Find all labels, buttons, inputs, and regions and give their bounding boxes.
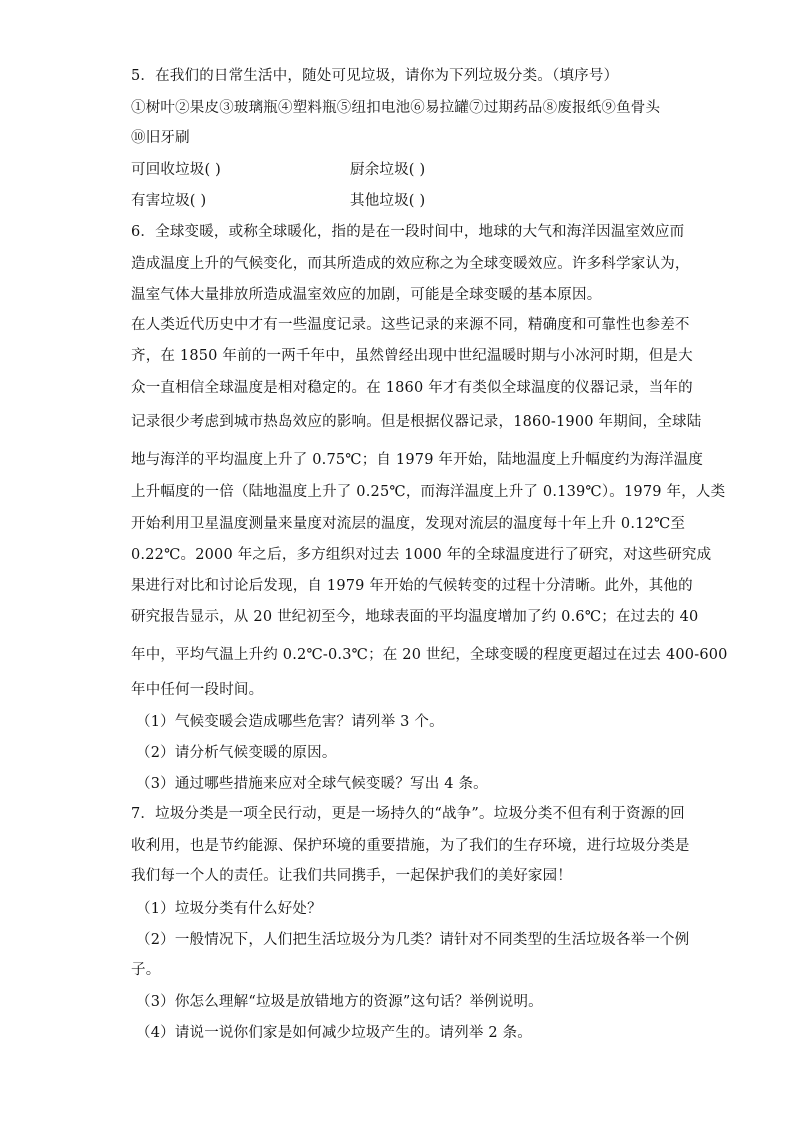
q5-hazardous-blank: 有害垃圾( ) [131,193,207,209]
q7-sub3: （3）你怎么理解“垃圾是放错地方的资源”这句话？举例说明。 [136,994,543,1010]
q6-line: 温室气体大量排放所造成温室效应的加剧，可能是全球变暖的基本原因。 [131,287,602,303]
q6-sub2: （2）请分析气候变暖的原因。 [136,745,337,761]
q6-sub3: （3）通过哪些措施来应对全球气候变暖？写出 4 条。 [136,776,488,792]
q7-sub4: （4）请说一说你们家是如何减少垃圾产生的。请列举 2 条。 [136,1025,532,1041]
q6-line: 记录很少考虑到城市热岛效应的影响。但是根据仪器记录，1860-1900 年期间，全球陆 [131,414,702,430]
q7-sub2-continuation: 子。 [131,962,161,978]
q6-sub1: （1）气候变暖会造成哪些危害？请列举 3 个。 [136,714,444,730]
q6-line: 在人类近代历史中才有一些温度记录。这些记录的来源不同，精确度和可靠性也参差不 [131,317,690,333]
q7-line: 7．垃圾分类是一项全民行动，更是一场持久的“战争”。垃圾分类不但有利于资源的回 [131,806,685,822]
q5-items-line2: ⑩旧牙刷 [131,130,190,146]
q5-recyclable-blank: 可回收垃圾( ) [131,162,222,178]
q5-items-line1: ①树叶②果皮③玻璃瓶④塑料瓶⑤纽扣电池⑥易拉罐⑦过期药品⑧废报纸⑨鱼骨头 [131,100,661,116]
q5-other-blank: 其他垃圾( ) [350,193,426,209]
q6-line: 地与海洋的平均温度上升了 0.75℃；自 1979 年开始，陆地温度上升幅度约为海洋温度 [131,452,704,468]
q5-title: 5．在我们的日常生活中，随处可见垃圾，请你为下列垃圾分类。（填序号） [131,68,619,84]
q6-line: 年中任何一段时间。 [131,682,264,698]
q6-line: 众一直相信全球温度是相对稳定的。在 1860 年才有类似全球温度的仪器记录，当年的 [131,380,693,396]
q6-line: 造成温度上升的气候变化，而其所造成的效应称之为全球变暖效应。许多科学家认为， [131,256,690,272]
q6-line: 上升幅度的一倍（陆地温度上升了 0.25℃，而海洋温度上升了 0.139℃）。1979 年，人类 [131,484,726,500]
q7-sub1: （1）垃圾分类有什么好处？ [136,901,322,917]
q5-kitchen-blank: 厨余垃圾( ) [350,162,426,178]
q7-sub2: （2）一般情况下，人们把生活垃圾分为几类？请针对不同类型的生活垃圾各举一个例 [136,932,690,948]
q6-line: 开始利用卫星温度测量来量度对流层的温度，发现对流层的温度每十年上升 0.12℃至 [131,516,686,532]
q6-line: 研究报告显示，从 20 世纪初至今，地球表面的平均温度增加了约 0.6℃；在过去的 40 [131,609,699,625]
q7-line: 收利用，也是节约能源、保护环境的重要措施，为了我们的生存环境，进行垃圾分类是 [131,838,690,854]
q6-line: 齐，在 1850 年前的一两千年中，虽然曾经出现中世纪温暖时期与小冰河时期，但是大 [131,348,693,364]
q6-line: 0.22℃。2000 年之后，多方组织对过去 1000 年的全球温度进行了研究，对这些研究成 [131,547,712,563]
q6-line: 6．全球变暖，或称全球暖化，指的是在一段时间中，地球的大气和海洋因温室效应而 [131,224,685,240]
q6-line: 年中，平均气温上升约 0.2℃-0.3℃；在 20 世纪，全球变暖的程度更超过在过去 400-600 [131,647,728,663]
q7-line: 我们每一个人的责任。让我们共同携手，一起保护我们的美好家园！ [131,868,572,884]
q6-line: 果进行对比和讨论后发现，自 1979 年开始的气候转变的过程十分清晰。此外，其他的 [131,578,693,594]
